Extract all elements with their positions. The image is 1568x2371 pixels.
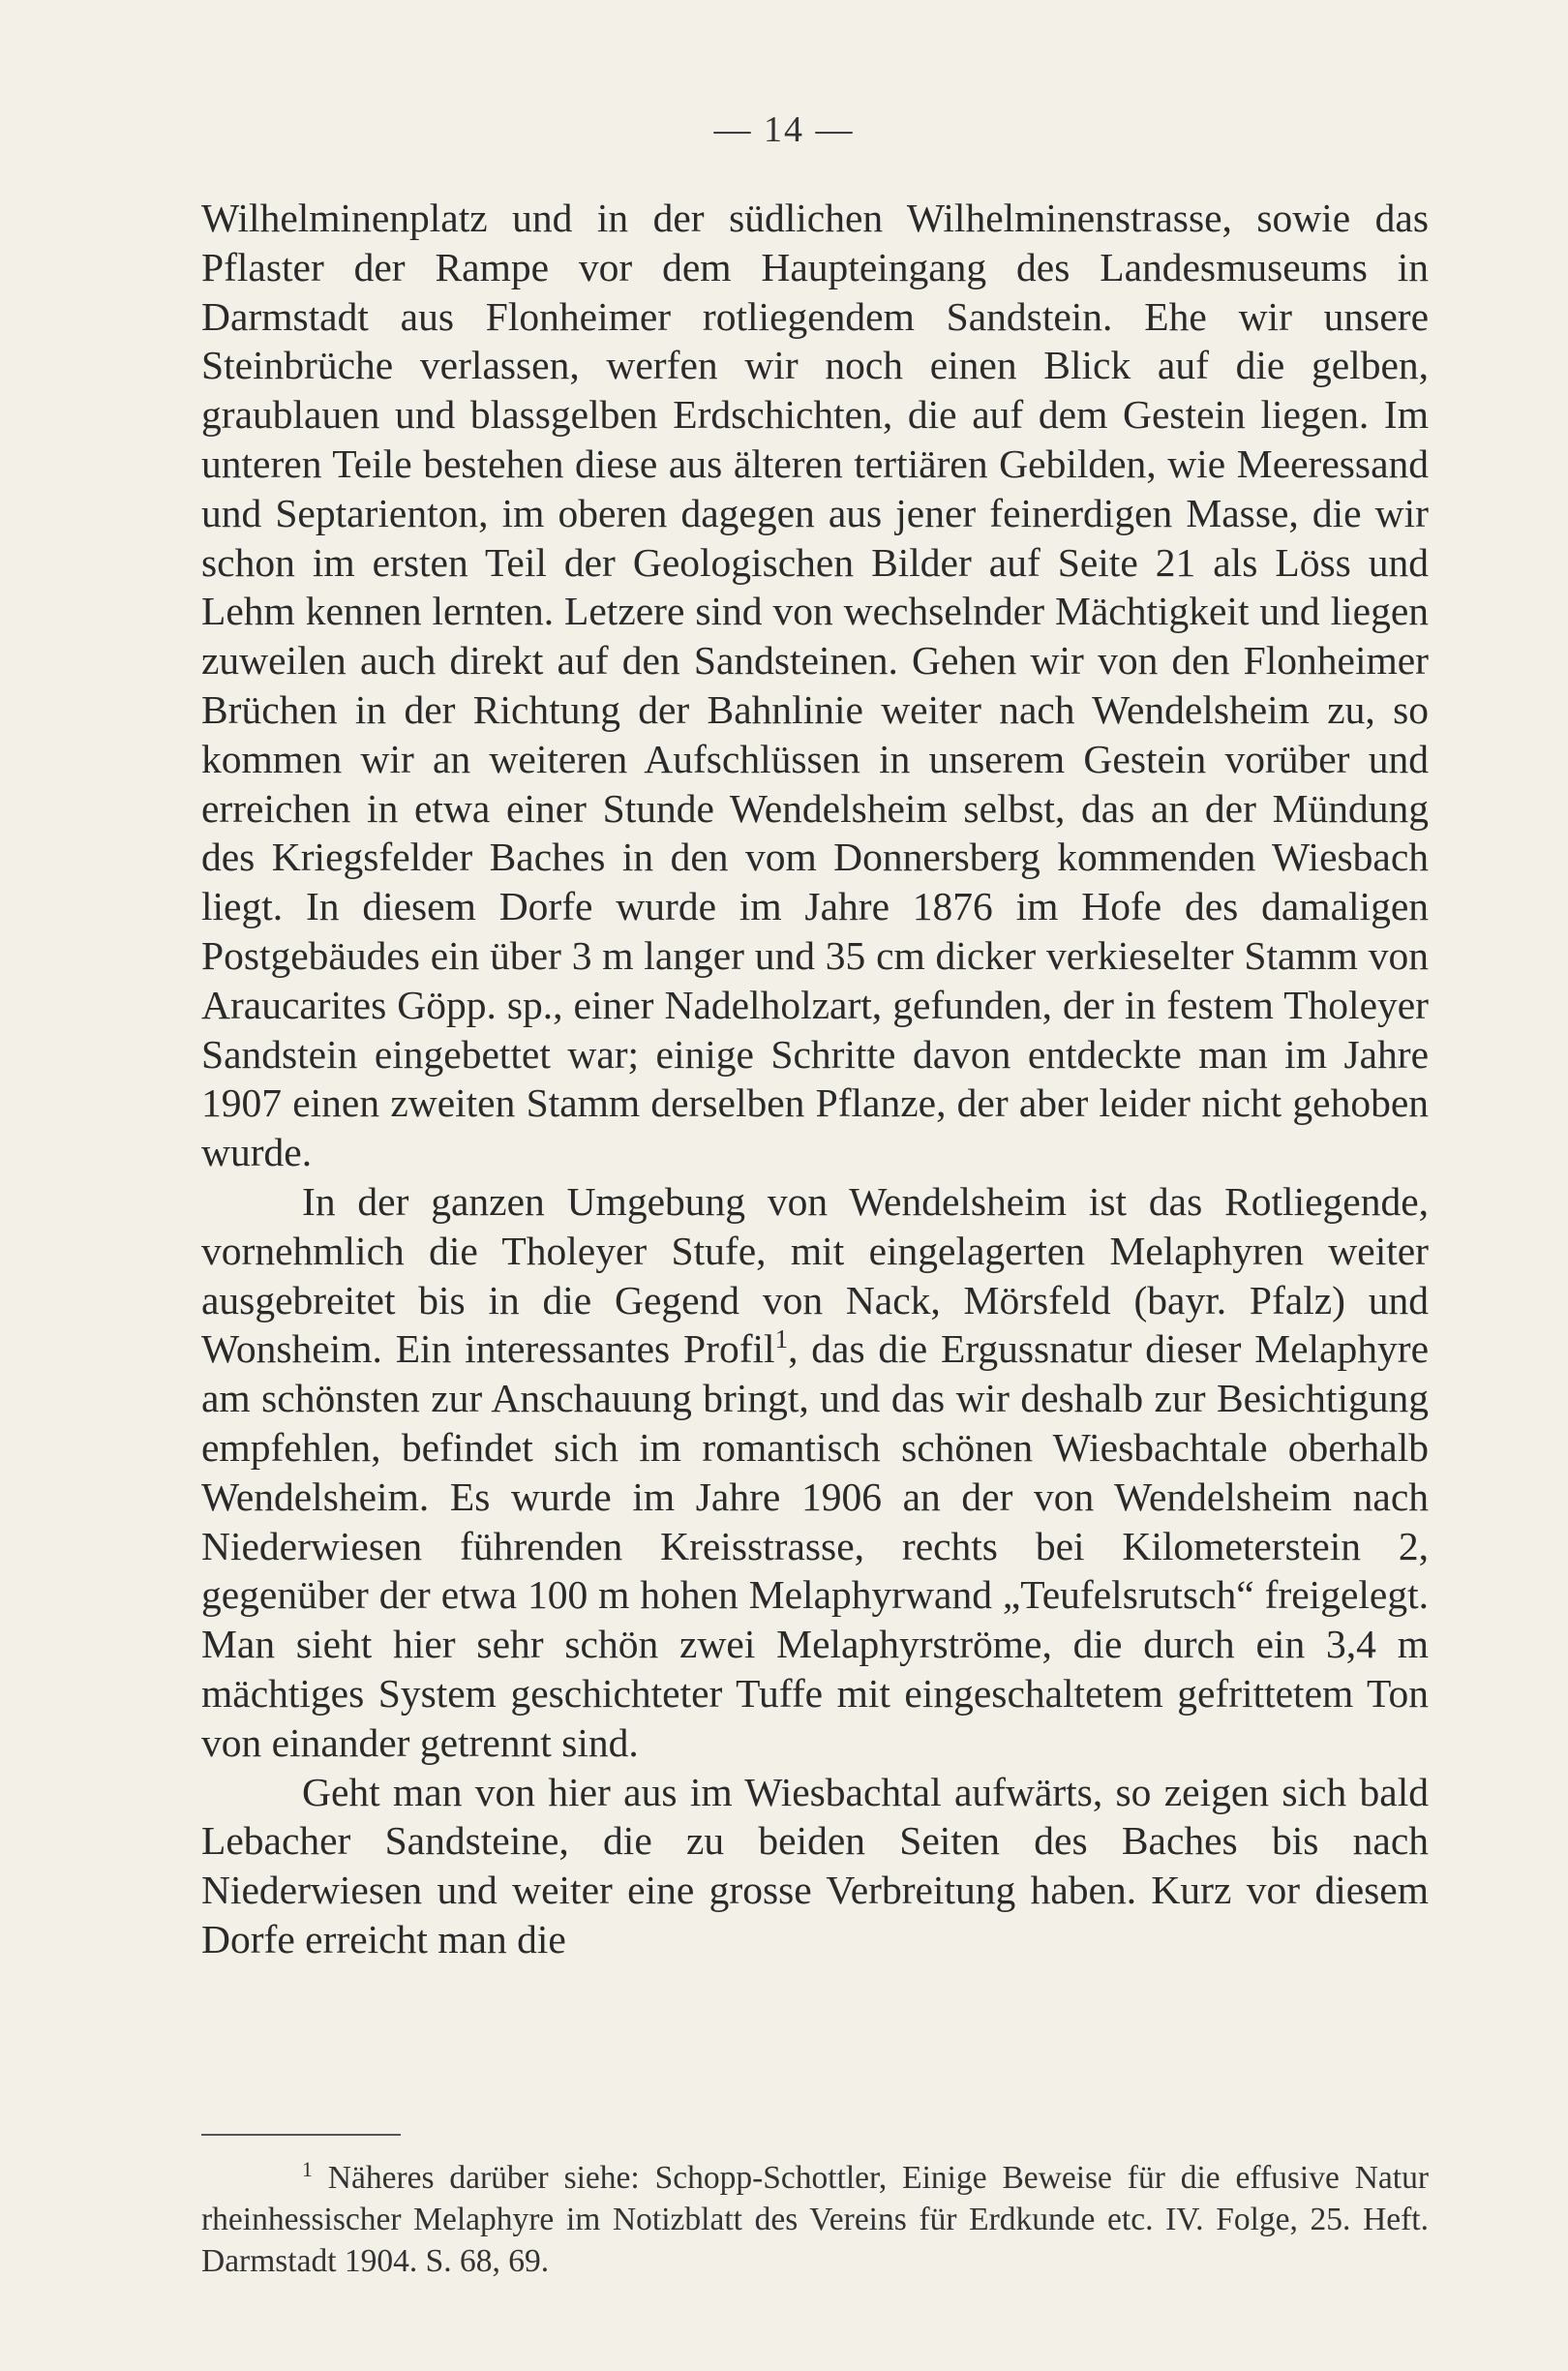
footnote-mark: 1 (302, 2158, 313, 2182)
footnote-reference[interactable]: 1 (774, 1324, 789, 1354)
paragraph-3: Geht man von hier aus im Wiesbachtal aufwärts, so zeigen sich bald Lebacher Sandsteine, die zu beiden Seiten des Baches bis nach Niederwiesen und weiter eine grosse Verbreitung haben. Kurz vor diesem Dorfe erreicht man die (201, 1769, 1429, 1961)
footnote (201, 2157, 1429, 2282)
footnote-divider (201, 2134, 401, 2136)
paragraph-2 (201, 1177, 1429, 1768)
paragraph-2-text-after-note: , das die Ergussnatur dieser Melaphyre am schönsten zur Anschauung bringt, und das wir deshalb zur Besichtigung empfehlen, befindet sich im romantisch schönen Wiesbachtale oberhalb Wendelsheim. Es wurde im Jahre 1906 an der von Wendelsheim nach Niederwiesen führenden Kreisstrasse, rechts bei Kilometerstein 2, gegenüber der etwa 100 m hohen Melaphyrwand „Teufelsrutsch“ freigelegt. Man sieht hier sehr schön zwei Melaphyrströme, die durch ein 3,4 m mächtiges System geschichteter Tuffe mit eingeschaltetem gefrittetem Ton von einander getrennt sind. (201, 1326, 1429, 1765)
page-number: — 14 — (713, 109, 855, 150)
body-text (201, 194, 1429, 1964)
paragraph-1: Wilhelminenplatz und in der südlichen Wilhelminenstrasse, sowie das Pflaster der Rampe vor dem Haupteingang des Landesmuseums in Darmstadt aus Flonheimer rotliegendem Sandstein. Ehe wir unsere Steinbrüche verlassen, werfen wir noch einen Blick auf die gelben, graublauen und blassgelben Erdschichten, die auf dem Gestein liegen. Im unteren Teile bestehen diese aus älteren tertiären Gebilden, wie Meeressand und Septarienton, im oberen dagegen aus jener feinerdigen Masse, die wir schon im ersten Teil der Geologischen Bilder auf Seite 21 als Löss und Lehm kennen lernten. Letzere sind von wechselnder Mächtigkeit und liegen zuweilen auch direkt auf den Sandsteinen. Gehen wir von den Flonheimer Brüchen in der Richtung der Bahnlinie weiter nach Wendelsheim zu, so kommen wir an weiteren Aufschlüssen in unserem Gestein vorüber und erreichen in etwa einer Stunde Wendelsheim selbst, das an der Mündung des Kriegsfelder Baches in den vom Donnersberg kommenden Wiesbach liegt. In diesem Dorfe wurde im Jahre 1876 im Hofe des damaligen Postgebäudes ein über 3 m langer und 35 cm dicker verkieselter Stamm von Araucarites Göpp. sp., einer Nadelholzart, gefunden, der in festem Tholeyer Sandstein eingebettet war; einige Schritte davon entdeckte man im Jahre 1907 einen zweiten Stamm derselben Pflanze, der aber leider nicht gehoben wurde. (201, 196, 1429, 1175)
paragraph-2-text-before-note: In der ganzen Umgebung von Wendelsheim ist das Rotliegende, vornehmlich die Tholeyer Stufe, mit eingelagerten Melaphyren weiter ausgebreitet bis in die Gegend von Nack, Mörsfeld (bayr. Pfalz) und Wonsheim. Ein interessantes Profil (201, 1178, 1429, 1372)
footnote-text: Näheres darüber siehe: Schopp-Schottler, Einige Beweise für die effusive Natur rheinhessischer Melaphyre im Notizblatt des Vereins für Erdkunde etc. IV. Folge, 25. Heft. Darmstadt 1904. S. 68, 69. (201, 2160, 1430, 2279)
